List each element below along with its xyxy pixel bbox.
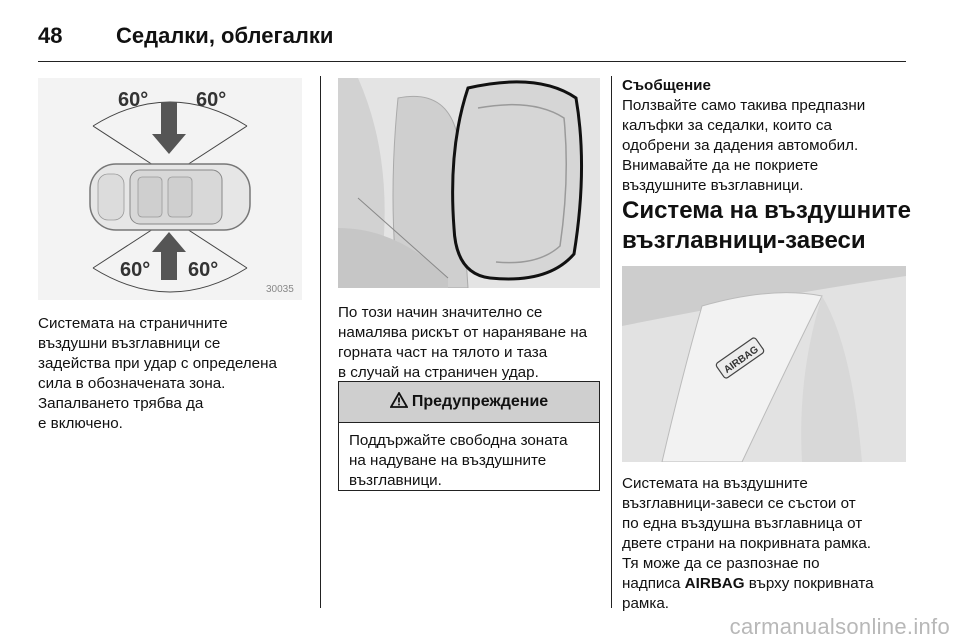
warning-triangle-icon bbox=[390, 392, 408, 413]
text-line: двете страни на покривната рамка. bbox=[622, 535, 871, 552]
note-block bbox=[622, 76, 922, 196]
text-line: по една въздушна възглавница от bbox=[622, 515, 863, 532]
warning-title: Предупреждение bbox=[411, 393, 549, 410]
text-line: Ползвайте само такива предпазни bbox=[622, 97, 866, 114]
text-line: горната част на тялото и таза bbox=[338, 344, 548, 361]
middle-paragraph bbox=[338, 303, 608, 383]
airbag-brand-text: AIRBAG bbox=[684, 575, 745, 592]
warning-body bbox=[339, 423, 599, 499]
text-line: намалява рискът от нараняване на bbox=[338, 324, 588, 341]
text-line: на надуване на въздушните bbox=[349, 452, 547, 469]
text-fragment: надписа bbox=[622, 575, 685, 592]
text-line: въздушните възглавници. bbox=[622, 177, 804, 194]
angle-label-bottom-left: 60° bbox=[120, 259, 151, 281]
curtain-airbag-figure bbox=[622, 266, 906, 462]
header-divider bbox=[38, 61, 906, 62]
text-line: възглавници-завеси се състои от bbox=[622, 495, 856, 512]
text-line: По този начин значително се bbox=[338, 304, 543, 321]
text-line: задействa при удар с определена bbox=[38, 355, 277, 372]
warning-header bbox=[339, 382, 599, 423]
text-line: сила в обозначената зона. bbox=[38, 375, 226, 392]
side-airbag-zone-figure bbox=[38, 78, 302, 300]
text-fragment: върху покривната bbox=[744, 575, 874, 592]
text-line: Системата на страничните bbox=[38, 315, 228, 332]
text-line bbox=[622, 574, 922, 594]
angle-label-bottom-right: 60° bbox=[188, 259, 219, 281]
figure-code: 30035 bbox=[266, 284, 294, 295]
text-line: Поддържайте свободна зоната bbox=[349, 432, 568, 449]
angle-label-top-right: 60° bbox=[196, 89, 227, 111]
right-paragraph bbox=[622, 474, 922, 614]
text-line: Запалването трябва да bbox=[38, 395, 204, 412]
column-divider-1 bbox=[320, 76, 321, 608]
page-number: 48 bbox=[38, 23, 63, 48]
text-line: е включено. bbox=[38, 415, 123, 432]
section-heading bbox=[622, 196, 912, 256]
text-line: Тя може да се разпознае по bbox=[622, 555, 820, 572]
note-title: Съобщение bbox=[622, 77, 711, 94]
heading-line: Система на въздушните bbox=[622, 197, 911, 224]
column-divider-2 bbox=[611, 76, 612, 608]
warning-box bbox=[338, 381, 600, 491]
seat-side-airbag-figure bbox=[338, 78, 600, 288]
angle-label-top-left: 60° bbox=[118, 89, 149, 111]
text-line: въздушни възглавници се bbox=[38, 335, 221, 352]
text-line: Системата на въздушните bbox=[622, 475, 808, 492]
text-line: рамка. bbox=[622, 595, 669, 612]
text-line: Внимавайте да не покриете bbox=[622, 157, 819, 174]
text-line: възглавници. bbox=[349, 472, 442, 489]
text-line: калъфки за седалки, които са bbox=[622, 117, 832, 134]
page-title: Седалки, облегалки bbox=[116, 23, 334, 48]
watermark: carmanualsonline.info bbox=[729, 614, 950, 639]
heading-line: възглавници-завеси bbox=[622, 227, 866, 254]
text-line: в случай на страничен удар. bbox=[338, 364, 539, 381]
airbag-label: AIRBAG bbox=[722, 344, 761, 376]
text-line: одобрени за дадения автомобил. bbox=[622, 137, 859, 154]
page-header bbox=[38, 18, 333, 54]
left-paragraph bbox=[38, 314, 313, 434]
